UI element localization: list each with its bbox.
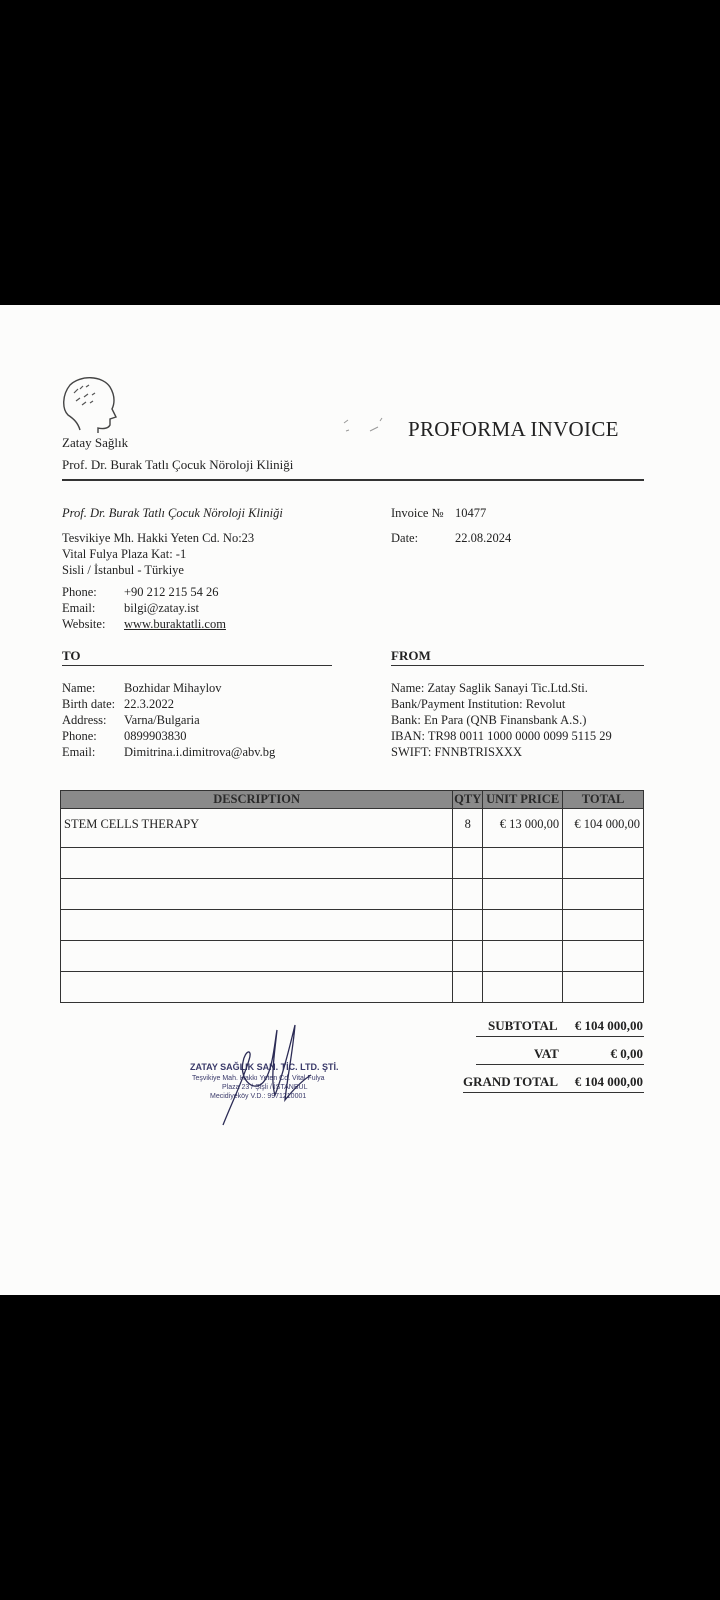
col-header-unit-price: UNIT PRICE <box>483 791 563 809</box>
item-qty <box>453 879 483 910</box>
vat-underline <box>476 1064 644 1065</box>
header-divider <box>62 479 644 481</box>
issuer-email: bilgi@zatay.ist <box>124 601 199 615</box>
recipient-phone: 0899903830 <box>124 729 187 743</box>
items-table <box>60 790 644 1003</box>
address-label: Address: <box>62 713 107 727</box>
email-label: Email: <box>62 745 96 759</box>
invoice-date-row <box>391 530 511 546</box>
col-header-qty: QTY <box>453 791 483 809</box>
item-unit-price <box>483 879 563 910</box>
item-unit-price: € 13 000,00 <box>483 809 563 848</box>
invoice-date: 22.08.2024 <box>455 531 512 545</box>
from-divider <box>391 665 644 666</box>
clinic-name: Prof. Dr. Burak Tatlı Çocuk Nöroloji Kliniği <box>62 457 294 472</box>
item-total <box>563 941 644 972</box>
email-label: Email: <box>62 601 96 615</box>
item-description <box>61 910 453 941</box>
item-description <box>61 848 453 879</box>
item-unit-price <box>483 910 563 941</box>
invoice-number-row <box>391 505 486 521</box>
scan-mark-icon <box>340 413 390 443</box>
grand-total-value: € 104 000,00 <box>574 1074 643 1089</box>
item-total <box>563 972 644 1003</box>
recipient-birth-date: 22.3.2022 <box>124 697 174 711</box>
vat-value: € 0,00 <box>610 1046 643 1061</box>
item-qty <box>453 848 483 879</box>
recipient-name: Bozhidar Mihaylov <box>124 681 222 695</box>
phone-label: Phone: <box>62 729 97 743</box>
name-label: Name: <box>62 681 96 695</box>
issuer-phone: +90 212 215 54 26 <box>124 585 219 599</box>
sender-line: Name: Zatay Saglik Sanayi Tic.Ltd.Sti. <box>391 681 588 695</box>
address-line: Tesvikiye Mh. Hakki Yeten Cd. No:23 <box>62 531 255 545</box>
col-header-total: TOTAL <box>563 791 644 809</box>
from-heading: FROM <box>391 648 431 663</box>
item-qty <box>453 941 483 972</box>
recipient-email: Dimitrina.i.dimitrova@abv.bg <box>124 745 276 759</box>
head-logo-icon <box>60 375 118 435</box>
vat-label: VAT <box>534 1046 559 1061</box>
item-description <box>61 941 453 972</box>
sender-line: SWIFT: FNNBTRISXXX <box>391 745 522 759</box>
issuer-clinic: Prof. Dr. Burak Tatlı Çocuk Nöroloji Kliniği <box>62 506 283 520</box>
item-total <box>563 879 644 910</box>
item-qty <box>453 972 483 1003</box>
sender-block <box>391 680 612 760</box>
signature-icon <box>215 1020 325 1130</box>
table-row <box>61 941 644 972</box>
document-title: PROFORMA INVOICE <box>408 417 619 441</box>
subtotal-value: € 104 000,00 <box>574 1018 643 1033</box>
table-header-row <box>61 791 644 809</box>
item-description <box>61 879 453 910</box>
table-row <box>61 910 644 941</box>
item-unit-price <box>483 848 563 879</box>
birth-label: Birth date: <box>62 697 116 711</box>
invoice-number-label: Invoice № <box>391 506 444 520</box>
table-row <box>61 879 644 910</box>
table-row <box>61 848 644 879</box>
invoice-number: 10477 <box>455 506 487 520</box>
item-description: STEM CELLS THERAPY <box>61 809 453 848</box>
col-header-description: DESCRIPTION <box>61 791 453 809</box>
item-description <box>61 972 453 1003</box>
to-heading: TO <box>62 648 81 663</box>
grand-total-label: GRAND TOTAL <box>463 1074 558 1089</box>
website-label: Website: <box>62 617 106 631</box>
item-unit-price <box>483 972 563 1003</box>
table-row <box>61 972 644 1003</box>
subtotal-underline <box>476 1036 644 1037</box>
invoice-document <box>0 305 720 1295</box>
item-qty: 8 <box>453 809 483 848</box>
sender-line: Bank/Payment Institution: Revolut <box>391 697 566 711</box>
item-total <box>563 848 644 879</box>
recipient-address: Varna/Bulgaria <box>124 713 200 727</box>
table-row <box>61 809 644 848</box>
stamp-line: Plaza 23 / Şişli / İSTANBUL <box>222 1084 308 1091</box>
address-line: Vital Fulya Plaza Kat: -1 <box>62 547 187 561</box>
invoice-date-label: Date: <box>391 531 419 545</box>
stamp-line: Mecidiyeköy V.D.: 9971210001 <box>210 1093 307 1100</box>
item-unit-price <box>483 941 563 972</box>
stamp-line: Teşvikiye Mah. Hakkı Yeten Cd. Vital Fulya <box>192 1075 325 1082</box>
sender-line: Bank: En Para (QNB Finansbank A.S.) <box>391 713 587 727</box>
subtotal-label: SUBTOTAL <box>488 1018 558 1033</box>
item-total: € 104 000,00 <box>563 809 644 848</box>
website-link[interactable]: www.buraktatli.com <box>124 617 226 631</box>
issuer-contacts <box>62 584 226 632</box>
item-total <box>563 910 644 941</box>
stamp-company: ZATAY SAĞLIK SAN. TİC. LTD. ŞTİ. <box>190 1062 339 1072</box>
address-line: Sisli / İstanbul - Türkiye <box>62 563 184 577</box>
grand-total-underline <box>463 1092 644 1093</box>
issuer-address <box>62 530 254 578</box>
sender-line: IBAN: TR98 0011 1000 0000 0099 5115 29 <box>391 729 612 743</box>
item-qty <box>453 910 483 941</box>
phone-label: Phone: <box>62 585 97 599</box>
to-divider <box>62 665 332 666</box>
recipient-block <box>62 680 275 760</box>
brand-name: Zatay Sağlık <box>62 435 129 450</box>
